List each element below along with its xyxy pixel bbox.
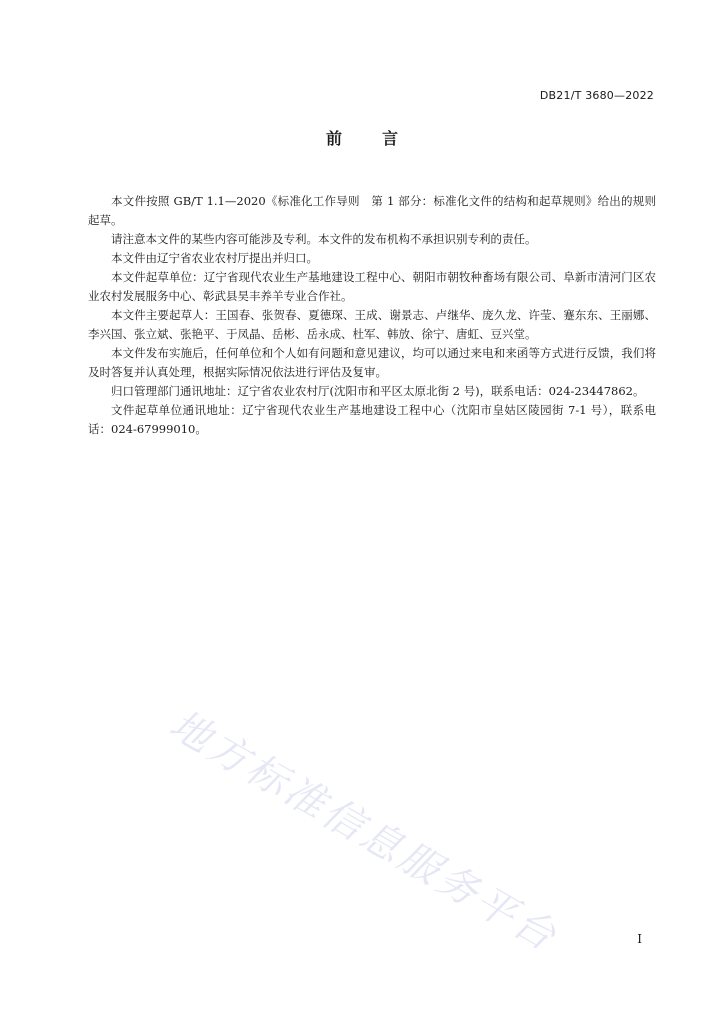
paragraph-management-address: 归口管理部门通讯地址：辽宁省农业农村厅(沈阳市和平区太原北街 2 号)，联系电话：024-23447862。 [111, 384, 645, 398]
foreword-body [88, 192, 656, 439]
paragraph-patent-notice: 请注意本文件的某些内容可能涉及专利。本文件的发布机构不承担识别专利的责任。 [111, 232, 537, 246]
paragraph-drafting-rules: 本文件按照 GB/T 1.1—2020《标准化工作导则 第 1 部分：标准化文件的结构和起草规则》给出的规则起草。 [88, 194, 656, 227]
paragraph-feedback: 本文件发布实施后，任何单位和个人如有问题和意见建议，均可以通过来电和来函等方式进行反馈，我们将及时答复并认真处理，根据实际情况依法进行评估及复审。 [88, 346, 656, 379]
paragraph-drafting-units: 本文件起草单位：辽宁省现代农业生产基地建设工程中心、朝阳市朝牧种畜场有限公司、阜新市清河门区农业农村发展服务中心、彰武县昊丰养羊专业合作社。 [88, 270, 656, 303]
paragraph-drafters: 本文件主要起草人：王国春、张贺春、夏德琛、王成、谢景志、卢继华、庞久龙、许莹、蹇东东、王丽娜、李兴国、张立斌、张艳平、于凤晶、岳彬、岳永成、杜军、韩放、徐宁、唐虹、豆兴堂。 [88, 308, 656, 341]
watermark: 地方标准信息服务平台 [161, 701, 566, 962]
page-title: 前言 [325, 129, 438, 148]
standard-number: DB21/T 3680—2022 [539, 89, 654, 102]
page-number: I [637, 932, 642, 946]
paragraph-drafting-unit-address: 文件起草单位通讯地址：辽宁省现代农业生产基地建设工程中心（沈阳市皇姑区陵园街 7-1 号），联系电话：024-67999010。 [88, 403, 656, 436]
paragraph-proposer: 本文件由辽宁省农业农村厅提出并归口。 [111, 251, 318, 265]
